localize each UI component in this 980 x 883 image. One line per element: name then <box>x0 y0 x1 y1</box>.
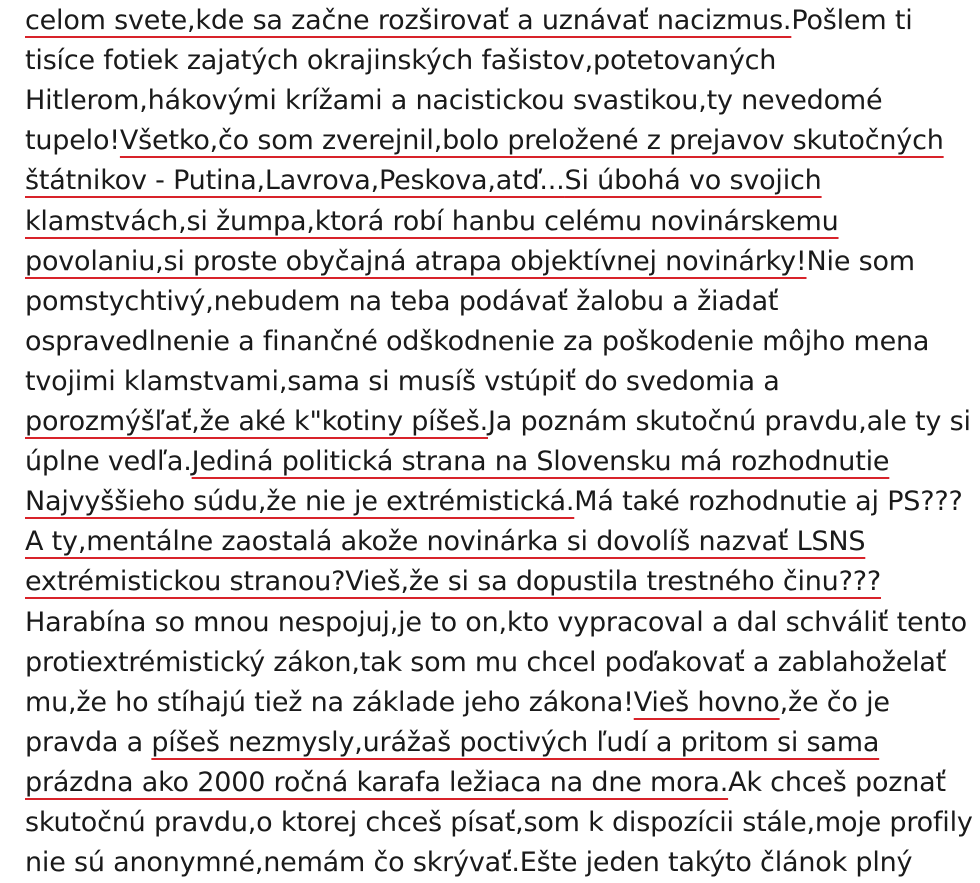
text-segment: nie sú anonymné,nemám čo skrývať.Ešte jeden takýto článok plný <box>25 847 913 879</box>
text-line <box>25 1 913 41</box>
text-segment: Ja poznám skutočnú pravdu,ale ty si <box>488 406 971 437</box>
text-line <box>25 683 890 723</box>
text-line <box>25 482 963 522</box>
text-line <box>25 723 879 763</box>
text-segment: Pošlem ti <box>791 5 913 36</box>
underlined-phrase: prázdna ako 2000 ročná karafa ležiaca na dne mora. <box>25 766 729 798</box>
text-line <box>25 242 915 282</box>
text-segment: Harabína so mnou nespojuj,je to on,kto vypracoval a dal schváliť tento <box>25 606 967 638</box>
text-segment: pravda a <box>25 726 152 758</box>
text-segment: mu,že ho stíhajú tiež na základe jeho zákona! <box>25 686 634 718</box>
underlined-phrase: extrémistickou stranou?Vieš,že si sa dopustila trestného činu??? <box>25 566 881 598</box>
text-line <box>25 202 839 242</box>
underlined-phrase: povolaniu,si proste obyčajná atrapa objektívnej novinárky! <box>25 245 807 277</box>
text-line <box>25 562 881 602</box>
text-line <box>25 161 822 201</box>
underlined-phrase: Si úbohá vo svojich <box>564 165 822 197</box>
text-segment: ,že čo je <box>779 686 890 718</box>
text-segment: úplne vedľa. <box>25 446 192 478</box>
text-segment: Má také rozhodnutie aj PS??? <box>574 486 963 518</box>
text-segment: ospravedlnenie a finančné odškodnenie za poškodenie môjho mena <box>25 325 930 357</box>
underlined-phrase: porozmýšľať,že aké k"kotiny píšeš. <box>25 406 488 437</box>
text-line <box>25 282 778 322</box>
underlined-phrase: píšeš nezmysly,urážaš poctivých ľudí a pritom si sama <box>151 726 880 758</box>
text-line <box>25 603 967 643</box>
text-segment: Hitlerom,hákovými krížami a nacistickou svastikou,ty nevedomé <box>25 85 883 117</box>
text-line <box>25 803 973 843</box>
underlined-phrase: Najvyššieho súdu,že nie je extrémistická. <box>25 486 575 518</box>
text-line <box>25 41 776 81</box>
underlined-phrase: klamstvách,si žumpa,ktorá robí hanbu celému novinárskemu <box>25 205 839 237</box>
text-line <box>25 643 946 683</box>
text-segment: Nie som <box>806 245 915 277</box>
text-segment: tisíce fotiek zajatých okrajinských fašistov,potetovaných <box>25 45 777 77</box>
text-segment: pomstychtivý,nebudem na teba podávať žalobu a žiadať <box>25 285 779 317</box>
text-line <box>25 322 929 362</box>
text-segment: Ak chceš poznať <box>728 766 946 798</box>
underlined-phrase: Jediná politická strana na Slovensku má rozhodnutie <box>191 446 890 478</box>
text-segment: tvojimi klamstvami,sama si musíš vstúpiť do svedomia a <box>25 365 780 397</box>
text-line <box>25 81 882 121</box>
underlined-phrase: Vieš hovno <box>633 686 780 718</box>
text-line <box>25 402 971 442</box>
text-line <box>25 843 912 883</box>
text-line <box>25 121 944 161</box>
text-line <box>25 763 946 803</box>
text-segment: protiextrémistický zákon,tak som mu chcel poďakovať a zablahoželať <box>25 646 947 678</box>
text-segment: tupelo! <box>25 125 120 157</box>
text-line <box>25 442 889 482</box>
underlined-phrase: celom svete,kde sa začne rozširovať a uznávať nacizmus. <box>25 5 792 36</box>
underlined-phrase: A ty,mentálne zaostalá akože novinárka si dovolíš nazvať LSNS <box>25 526 866 558</box>
text-line <box>25 362 780 402</box>
text-line <box>25 522 865 562</box>
underlined-phrase: štátnikov - Putina,Lavrova,Peskova,atď... <box>25 165 565 197</box>
underlined-phrase: Všetko,čo som zverejnil,bolo preložené z prejavov skutočných <box>119 125 944 157</box>
text-segment: skutočnú pravdu,o ktorej chceš písať,som k dispozícii stále,moje profily <box>25 807 973 838</box>
